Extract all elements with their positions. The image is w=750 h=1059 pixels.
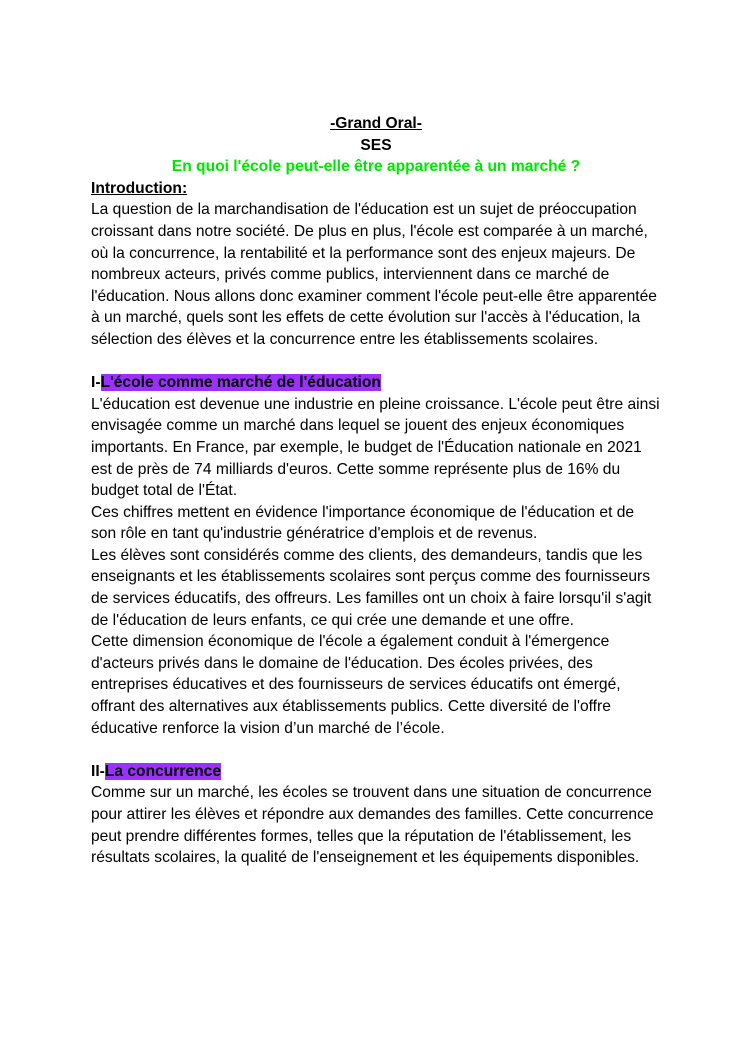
main-question: En quoi l'école peut-elle être apparentée à un marché ?: [171, 158, 581, 176]
event-title: -Grand Oral-: [330, 115, 422, 132]
section1-paragraph: Ces chiffres mettent en évidence l'importance économique de l'éducation et de son rôle en tant qu'industrie génératrice d'emplois et de revenus.: [91, 503, 635, 543]
spacer: [91, 351, 661, 373]
section1-title: L'école comme marché de l'éducation: [100, 374, 381, 392]
section2-paragraph: Comme sur un marché, les écoles se trouvent dans une situation de concurrence pour attirer les élèves et répondre aux demandes des familles. Cette concurrence peut prendre différentes formes, telles que la réputation de l'établissement, les résultats scolaires, la qualité de l'enseignement et les équipements disponibles.: [91, 784, 654, 867]
subject-title: SES: [360, 136, 392, 154]
section2-title: La concurrence: [104, 762, 221, 780]
document-page: [91, 113, 661, 869]
intro-heading: Introduction:: [91, 179, 188, 197]
section2-prefix: II-: [91, 762, 105, 780]
section1-paragraph: L'éducation est devenue une industrie en pleine croissance. L'école peut être ainsi envisagée comme un marché dans lequel se jouent des enjeux économiques importants. En France, par exemple, le budget de l'Éducation nationale en 2021 est de près de 74 milliards d'euros. Cette somme représente plus de 16% du budget total de l'État.: [91, 395, 660, 500]
intro-paragraph: La question de la marchandisation de l'éducation est un sujet de préoccupation croissant dans notre société. De plus en plus, l'école est comparée à un marché, où la concurrence, la rentabilité et la performance sont des enjeux majeurs. De nombreux acteurs, privés comme publics, interviennent dans ce marché de l'éducation. Nous allons donc examiner comment l'école peut-elle être apparentée à un marché, quels sont les effets de cette évolution sur l'accès à l'éducation, la sélection des élèves et la concurrence entre les établissements scolaires.: [91, 201, 657, 348]
section1-paragraph: Cette dimension économique de l'école a également conduit à l'émergence d'acteurs privés dans le domaine de l'éducation. Des écoles privées, des entreprises éducatives et des fournisseurs de services éducatifs ont émergé, offrant des alternatives aux établissements publics. Cette diversité de l'offre éducative renforce la vision d’un marché de l’école.: [91, 633, 621, 737]
section1-paragraph: Les élèves sont considérés comme des clients, des demandeurs, tandis que les enseignants et les établissements scolaires sont perçus comme des fournisseurs de services éducatifs, des offreurs. Les familles ont un choix à faire lorsqu'il s'agit de l'éducation de leurs enfants, ce qui crée une demande et une offre.: [91, 546, 652, 629]
spacer: [91, 739, 661, 761]
section1-prefix: I-: [91, 374, 101, 392]
section1-heading: [91, 372, 661, 394]
section2-heading: [91, 761, 661, 783]
